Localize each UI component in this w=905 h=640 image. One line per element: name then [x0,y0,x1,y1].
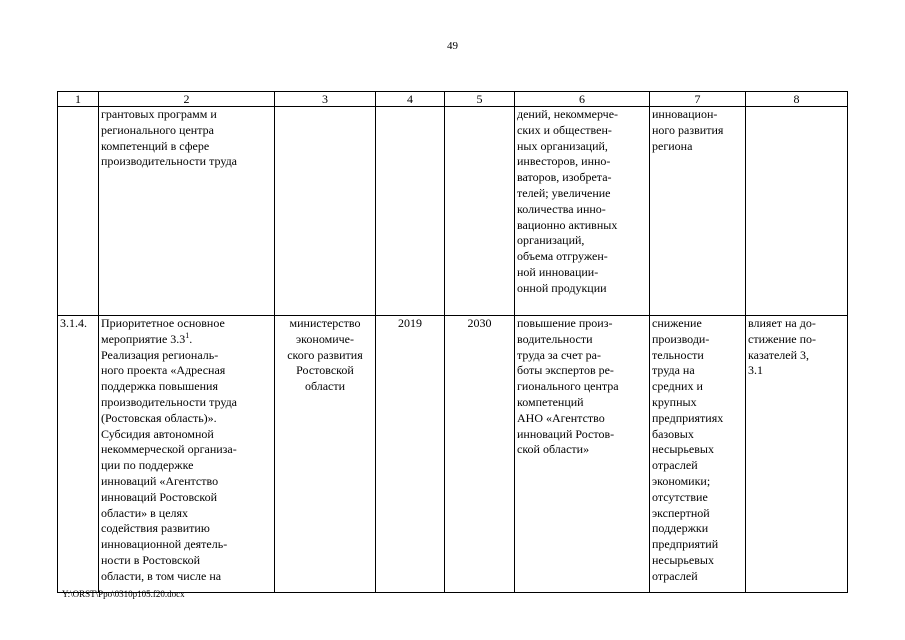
expected-result-cell: повышение произ- водительности труда за счет ра- боты экспертов ре- гионального центра компетенций АНО «Агентство инноваций Ростов- ской области» [515,316,650,593]
end-year-cell: 2030 [445,316,515,593]
executor-cell [275,107,376,316]
column-number: 5 [445,92,515,107]
item-number-cell [58,107,99,316]
item-number-cell: 3.1.4. [58,316,99,593]
indicator-link-cell: влияет на до- стижение по- казателей 3, 3.1 [746,316,848,593]
column-number-row [58,92,848,107]
footnote-marker: 1 [185,330,190,340]
start-year-cell: 2019 [376,316,445,593]
table-row [58,316,848,593]
end-year-cell [445,107,515,316]
column-number: 4 [376,92,445,107]
consequences-cell: снижение производи- тельности труда на средних и крупных предприятиях базовых несырьевых отраслей экономики; отсутствие экспертной поддержки предприятий несырьевых отраслей [650,316,746,593]
table-row [58,107,848,316]
file-path-footer: Y:\ORST\Ppo\0310p105.f20.docx [62,589,185,599]
expected-result-cell: дений, некоммерче- ских и обществен- ных организаций, инвесторов, инно- ваторов, изобрета- телей; увеличение количества инно- вационно активных организаций, объема отгружен- ной инновации- онной продукции [515,107,650,316]
executor-cell: министерство экономиче- ского развития Ростовской области [275,316,376,593]
measure-name-text-continued: . Реализация региональ- ного проекта «Адресная поддержка повышения производительности труда (Ростовская область)». Субсидия автономной некоммерческой организа- ции по поддержке инноваций «Агентство инноваций Ростовской области» в целях содействия развитию инновационной деятель- ности в Ростовской области, в том числе на [101,331,238,583]
measure-name-cell [99,316,275,593]
measure-name-cell: грантовых программ и регионального центра компетенций в сфере производительности труда [99,107,275,316]
column-number: 1 [58,92,99,107]
column-number: 7 [650,92,746,107]
measures-table [57,91,848,593]
page-number: 49 [447,40,458,52]
column-number: 6 [515,92,650,107]
measure-name-text: Приоритетное основное мероприятие 3.3 [101,316,225,346]
start-year-cell [376,107,445,316]
consequences-cell: инновацион- ного развития региона [650,107,746,316]
indicator-link-cell [746,107,848,316]
column-number: 8 [746,92,848,107]
column-number: 3 [275,92,376,107]
column-number: 2 [99,92,275,107]
